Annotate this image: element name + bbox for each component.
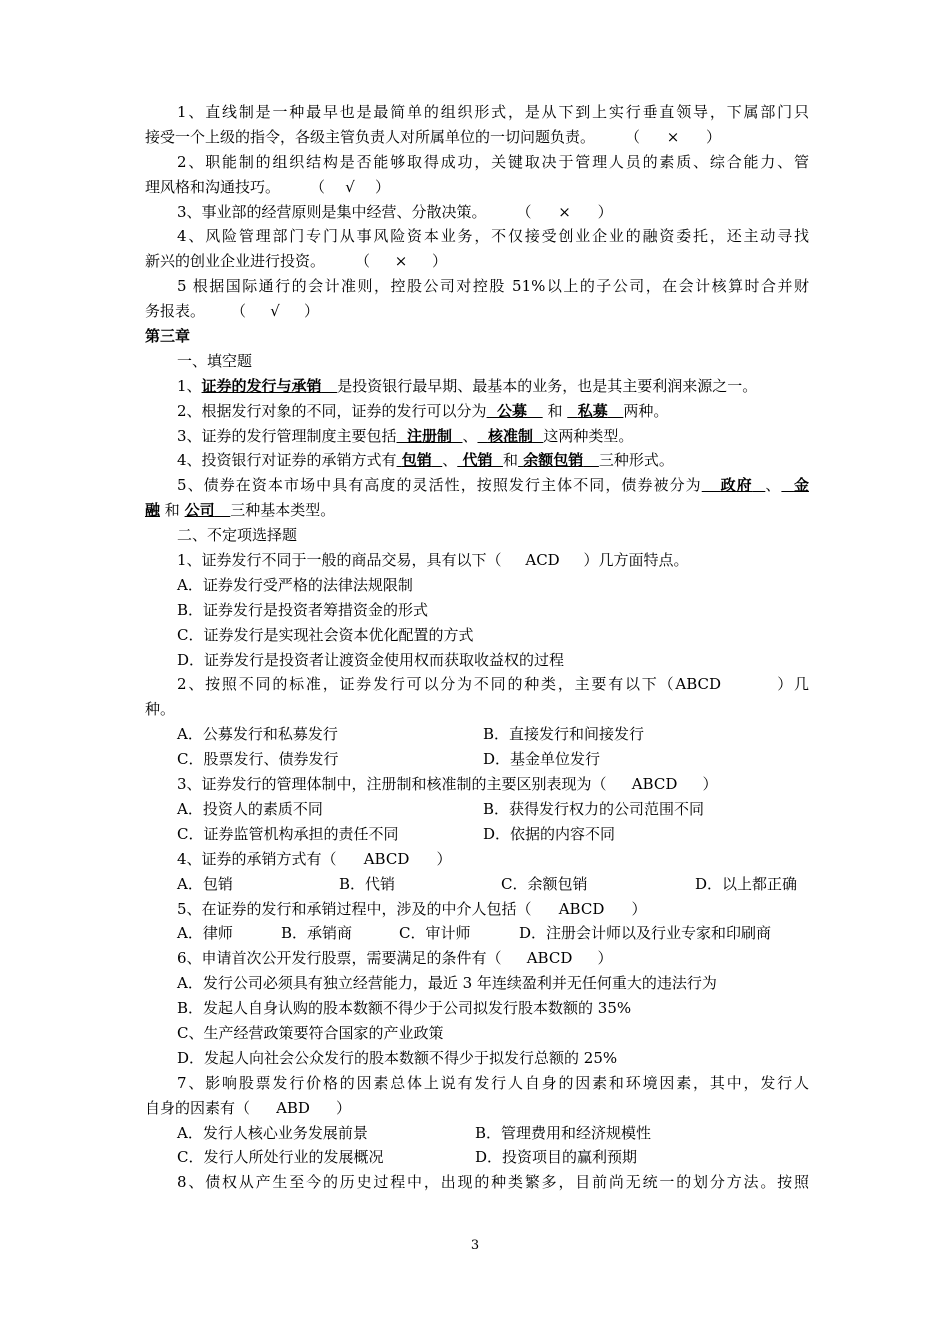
page-number: 3 <box>470 1238 480 1253</box>
choice-q1-option-b: B．证券发行是投资者筹措资金的形式 <box>177 600 429 619</box>
page-content <box>145 100 809 1195</box>
choice-q3-options-ab <box>145 797 809 822</box>
fill-q5-line2: 融 和 公司 三种基本类型。 <box>145 501 336 520</box>
choice-answer: ABCD <box>526 949 573 968</box>
choice-q2-line2: 种。 <box>145 700 176 719</box>
option-c: C．股票发行、债券发行 <box>177 750 339 769</box>
choice-q6-option-d: D．发起人向社会公众发行的股本数额不得少于拟发行总额的 25% <box>177 1048 618 1067</box>
choice-q8-line1: 8、债权从产生至今的历史过程中，出现的种类繁多，目前尚无统一的划分方法。按照 <box>177 1173 809 1192</box>
option-c: C．发行人所处行业的发展概况 <box>177 1148 384 1167</box>
option-b: B．代销 <box>339 874 396 893</box>
choice-q4: 4、证券的承销方式有（ ABCD ） <box>145 847 809 872</box>
judgment-1-line2: 接受一个上级的指令，各级主管负责人对所属单位的一切问题负责。 （ × ） <box>145 125 809 150</box>
fill-answer: 公司 <box>184 501 215 520</box>
option-d: D．依据的内容不同 <box>483 824 616 843</box>
choice-q6-option-b: B．发起人自身认购的股本数额不得少于公司拟发行股本数额的 35% <box>177 999 632 1018</box>
answer-mark-4: × <box>394 252 408 271</box>
chapter-title: 第三章 <box>145 327 191 346</box>
fill-heading: 一、填空题 <box>177 351 253 370</box>
fill-answer: 政府 <box>720 476 753 495</box>
option-c: C．证券监管机构承担的责任不同 <box>177 824 399 843</box>
fill-answer: 公募 <box>497 401 528 420</box>
fill-answer: 余额包销 <box>523 451 584 470</box>
judgment-4-line2: 新兴的创业企业进行投资。 （ × ） <box>145 249 809 274</box>
fill-answer: 注册制 <box>407 426 453 445</box>
choice-q2-options-cd <box>145 747 809 772</box>
choice-answer: ABCD <box>675 675 722 694</box>
choice-q1-option-a: A．证券发行受严格的法律法规限制 <box>177 575 413 594</box>
choice-heading: 二、不定项选择题 <box>177 526 298 545</box>
choice-q7-line1: 7、影响股票发行价格的因素总体上说有发行人自身的因素和环境因素，其中，发行人 <box>177 1073 809 1092</box>
fill-q1: 1、证券的发行与承销 是投资银行最早期、最基本的业务，也是其主要利润来源之一。 <box>177 376 758 395</box>
fill-answer: 金 <box>793 476 809 495</box>
fill-answer: 包销 <box>401 451 432 470</box>
choice-q4-options <box>145 872 809 897</box>
choice-q1-option-c: C．证券发行是实现社会资本优化配置的方式 <box>177 625 474 644</box>
option-d: D．以上都正确 <box>695 874 798 893</box>
option-b: B．直接发行和间接发行 <box>483 725 645 744</box>
judgment-3: 3、事业部的经营原则是集中经营、分散决策。 （ × ） <box>145 200 809 225</box>
option-b: B．承销商 <box>281 924 353 943</box>
choice-q3: 3、证券发行的管理体制中，注册制和核准制的主要区别表现为（ ABCD ） <box>145 772 809 797</box>
judgment-1-line1: 1、直线制是一种最早也是最简单的组织形式，是从下到上实行垂直领导，下属部门只 <box>177 103 809 121</box>
fill-q3: 3、证券的发行管理制度主要包括 注册制 、 核准制 这两种类型。 <box>177 426 634 445</box>
judgment-4-line1: 4、风险管理部门专门从事风险资本业务，不仅接受创业企业的融资委托，还主动寻找 <box>177 227 809 246</box>
judgment-5-line2: 务报表。 （ √ ） <box>145 299 809 324</box>
choice-q6: 6、申请首次公开发行股票，需要满足的条件有（ ABCD ） <box>145 946 809 971</box>
option-d: D．基金单位发行 <box>483 750 601 769</box>
choice-answer: ABCD <box>558 899 605 918</box>
choice-answer: ABCD <box>631 775 678 794</box>
choice-q2-options-ab <box>145 722 809 747</box>
fill-answer: 私募 <box>577 401 608 420</box>
choice-q1: 1、证券发行不同于一般的商品交易，具有以下（ ACD ）几方面特点。 <box>145 548 809 573</box>
judgment-5-line1: 5 根据国际通行的会计准则，控股公司对控股 51%以上的子公司，在会计核算时合并财 <box>177 277 809 296</box>
choice-q6-option-a: A．发行公司必须具有独立经营能力，最近 3 年连续盈利并无任何重大的违法行为 <box>177 974 717 993</box>
fill-answer: 证券的发行与承销 <box>201 376 322 395</box>
choice-answer: ABD <box>276 1098 310 1117</box>
answer-mark-1: × <box>666 127 680 146</box>
fill-q4: 4、投资银行对证券的承销方式有 包销 、 代销 和 余额包销 三种形式。 <box>177 451 674 470</box>
choice-q6-option-c: C、生产经营政策要符合国家的产业政策 <box>177 1023 444 1042</box>
option-d: D．注册会计师以及行业专家和印刷商 <box>519 924 772 943</box>
choice-q7-line2: 自身的因素有（ ABD ） <box>145 1096 809 1121</box>
choice-answer: ABCD <box>363 849 410 868</box>
option-a: A．律师 <box>177 924 233 943</box>
fill-answer: 核准制 <box>487 426 533 445</box>
choice-q7-options-cd <box>145 1145 809 1170</box>
option-a: A．公募发行和私募发行 <box>177 725 338 744</box>
choice-q5-options <box>145 921 809 946</box>
option-b: B．获得发行权力的公司范围不同 <box>483 799 705 818</box>
choice-answer: ACD <box>525 551 560 570</box>
judgment-2-line1: 2、职能制的组织结构是否能够取得成功，关键取决于管理人员的素质、综合能力、管 <box>177 152 809 171</box>
option-c: C．审计师 <box>399 924 471 943</box>
option-b: B．管理费用和经济规模性 <box>475 1123 652 1142</box>
choice-q2-line1: 2、按照不同的标准，证券发行可以分为不同的种类，主要有以下（ABCD ）几 <box>145 672 809 697</box>
choice-q3-options-cd <box>145 822 809 847</box>
option-d: D．投资项目的赢利预期 <box>475 1148 638 1167</box>
option-c: C．余额包销 <box>501 874 588 893</box>
choice-q7-options-ab <box>145 1121 809 1146</box>
option-a: A．发行人核心业务发展前景 <box>177 1123 368 1142</box>
answer-mark-2: √ <box>345 177 355 196</box>
option-a: A．投资人的素质不同 <box>177 799 323 818</box>
option-a: A．包销 <box>177 874 233 893</box>
answer-mark-5: √ <box>270 302 280 321</box>
choice-q5: 5、在证券的发行和承销过程中，涉及的中介人包括（ ABCD ） <box>145 897 809 922</box>
fill-q5-line1: 5、债券在资本市场中具有高度的灵活性，按照发行主体不同，债券被分为 政府 、 金 <box>177 476 809 495</box>
answer-mark-3: × <box>558 202 571 221</box>
choice-q1-option-d: D．证券发行是投资者让渡资金使用权而获取收益权的过程 <box>177 650 565 669</box>
fill-answer: 代销 <box>462 451 493 470</box>
judgment-2-line2: 理风格和沟通技巧。 （ √ ） <box>145 175 809 200</box>
fill-q2: 2、根据发行对象的不同，证券的发行可以分为 公募 和 私募 两种。 <box>177 401 669 420</box>
